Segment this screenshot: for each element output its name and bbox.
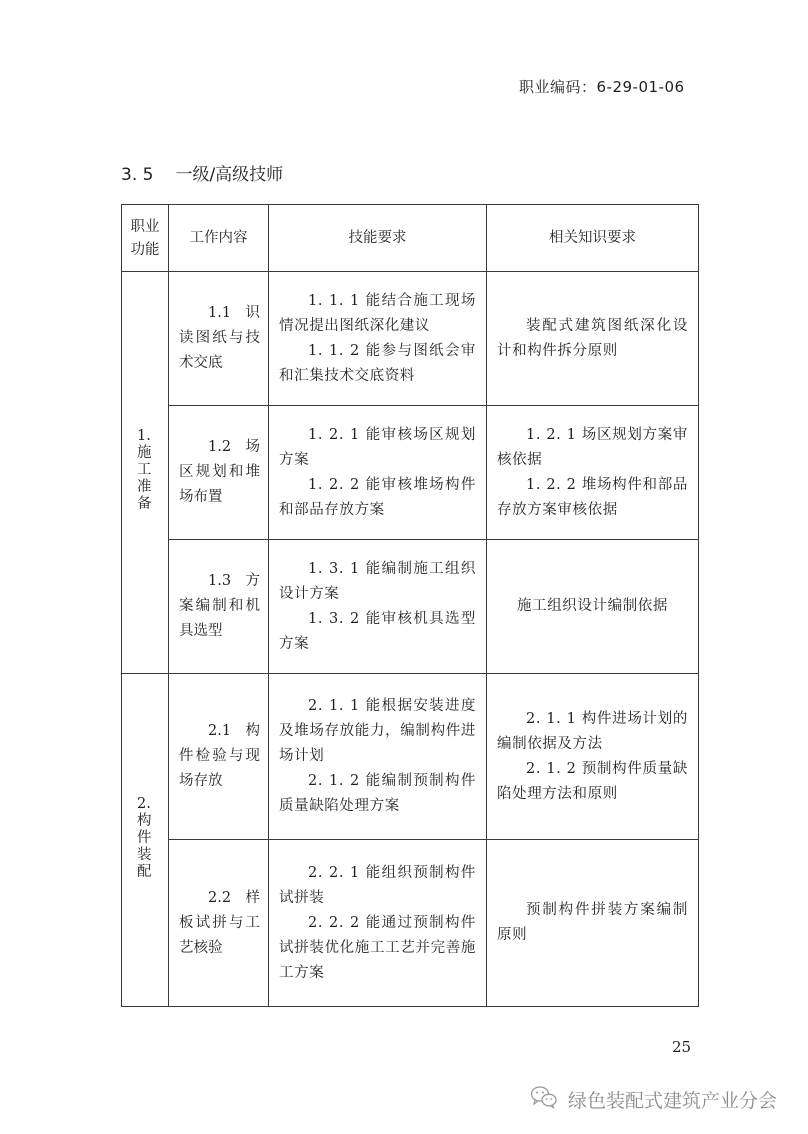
occupation-code: 职业编码：6-29-01-06 [519,78,685,96]
skill-item: 2. 1. 2 能编制预制构件质量缺陷处理方案 [279,773,476,814]
work-content-text: 2.1 构件检验与现场存放 [179,723,260,789]
function-label [137,796,153,881]
table-header-row [122,205,699,272]
skills-table [121,204,699,1007]
knowledge-item: 1. 2. 1 场区规划方案审核依据 [497,426,688,468]
knowledge-item: 预制构件拼装方案编制原则 [497,902,688,943]
work-content-cell [169,272,269,406]
function-label [137,428,153,513]
table-row [122,674,699,840]
skill-cell [269,272,487,406]
knowledge-item: 施工组织设计编制依据 [517,598,668,614]
skill-item: 1. 3. 1 能编制施工组织设计方案 [279,560,476,602]
page-number: 25 [672,1038,692,1056]
knowledge-item: 2. 1. 2 预制构件质量缺陷处理方法和原则 [497,760,688,802]
table-row [122,272,699,406]
work-content-text: 1.1 识读图纸与技术交底 [179,305,260,371]
skill-cell [269,406,487,540]
knowledge-item: 装配式建筑图纸深化设计和构件拆分原则 [497,317,688,359]
section-title: 一级/高级技师 [175,165,284,185]
wechat-icon [530,1085,568,1114]
section-heading [121,160,283,185]
knowledge-item: 1. 2. 2 堆场构件和部品存放方案审核依据 [497,476,688,518]
knowledge-cell [487,406,699,540]
knowledge-cell [487,674,699,840]
function-cell-2 [122,674,169,1007]
header-work-content: 工作内容 [169,205,269,272]
work-content-cell [169,406,269,540]
function-char: 备 [137,496,152,512]
table-row [122,840,699,1007]
skill-item: 2. 2. 1 能组织预制构件试拼装 [279,864,476,906]
table-row [122,406,699,540]
skill-item: 2. 1. 1 能根据安装进度及堆场存放能力，编制构件进场计划 [279,698,476,764]
function-number: 1. [137,428,151,444]
section-number: 3. 5 [121,165,154,185]
knowledge-cell [487,272,699,406]
knowledge-item: 2. 1. 1 构件进场计划的编制依据及方法 [497,710,688,752]
function-char: 施 [137,445,152,461]
work-content-text: 1.2 场区规划和堆场布置 [179,439,260,505]
work-content-text: 1.3 方案编制和机具选型 [179,573,260,639]
header-function-label: 职业功能 [130,219,160,258]
header-knowledge-requirements: 相关知识要求 [487,205,699,272]
table-row [122,540,699,674]
header-function [122,205,169,272]
skill-cell [269,674,487,840]
work-content-cell [169,674,269,840]
knowledge-cell [487,840,699,1007]
skill-item: 1. 2. 2 能审核堆场构件和部品存放方案 [279,476,476,518]
work-content-text: 2.2 样板试拼与工艺核验 [179,889,260,956]
function-cell-1 [122,272,169,674]
work-content-cell [169,540,269,674]
work-content-cell [169,840,269,1007]
skill-cell [269,540,487,674]
header-skill-requirements: 技能要求 [269,205,487,272]
skill-item: 1. 3. 2 能审核机具选型方案 [279,610,476,652]
skill-item: 1. 2. 1 能审核场区规划方案 [279,426,476,468]
knowledge-cell [487,540,699,674]
function-char: 配 [137,863,152,880]
function-char: 准 [137,479,152,495]
watermark [530,1085,777,1114]
skill-item: 1. 1. 2 能参与图纸会审和汇集技术交底资料 [279,342,476,384]
skill-item: 2. 2. 2 能通过预制构件试拼装优化施工工艺并完善施工方案 [279,914,476,981]
skill-cell [269,840,487,1007]
watermark-text: 绿色装配式建筑产业分会 [568,1090,778,1112]
function-number: 2. [137,795,151,812]
function-char: 装 [137,846,152,863]
function-char: 构 [137,812,152,829]
function-char: 件 [137,829,152,846]
function-char: 工 [137,462,152,478]
skill-item: 1. 1. 1 能结合施工现场情况提出图纸深化建议 [279,292,476,334]
